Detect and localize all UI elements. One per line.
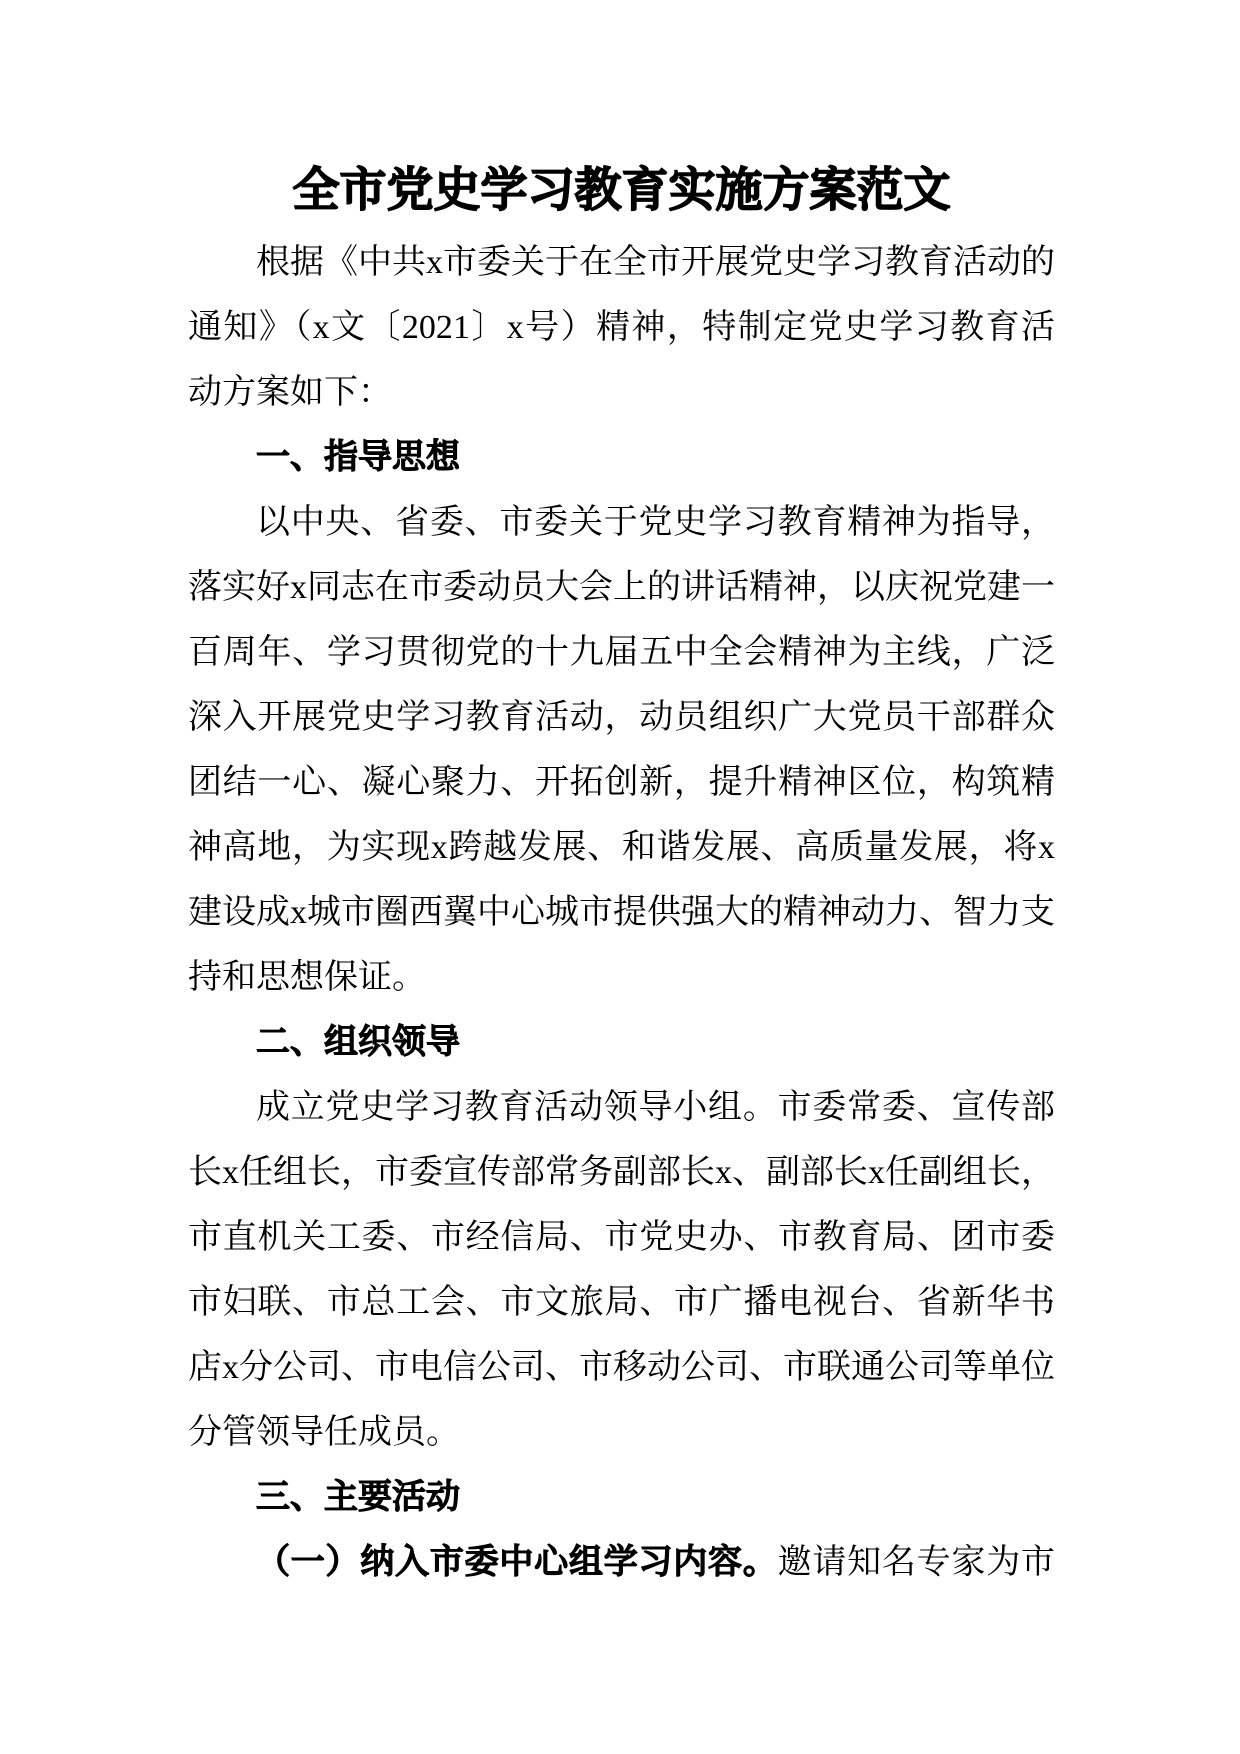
body-line: 分管领导任成员。 xyxy=(188,1414,460,1451)
body-line: 通知》（x文〔2021〕x号）精神，特制定党史学习教育活 xyxy=(188,309,1055,346)
body-line: 团结一心、凝心聚力、开拓创新，提升精神区位，构筑精 xyxy=(188,764,1055,801)
body-line: 落实好x同志在市委动员大会上的讲话精神，以庆祝党建一 xyxy=(188,569,1055,606)
body-line: 百周年、学习贯彻党的十九届五中全会精神为主线，广泛 xyxy=(188,634,1055,671)
body-line: 市妇联、市总工会、市文旅局、市广播电视台、省新华书 xyxy=(188,1284,1055,1321)
section-heading-1: 一、指导思想 xyxy=(256,438,460,476)
document-title: 全市党史学习教育实施方案范文 xyxy=(292,163,951,216)
subitem-lead-bold: （一）纳入市委中心组学习内容。 xyxy=(256,1543,778,1581)
body-line: 持和思想保证。 xyxy=(188,959,426,996)
subitem-text: 邀请知名专家为市 xyxy=(777,1544,1055,1581)
body-line: 根据《中共x市委关于在全市开展党史学习教育活动的 xyxy=(256,244,1055,281)
body-line: 深入开展党史学习教育活动，动员组织广大党员干部群众 xyxy=(188,699,1055,736)
body-line: 长x任组长，市委宣传部常务副部长x、副部长x任副组长， xyxy=(188,1154,1055,1191)
body-line: 市直机关工委、市经信局、市党史办、市教育局、团市委 xyxy=(188,1219,1055,1256)
body-line: 神高地，为实现x跨越发展、和谐发展、高质量发展，将x xyxy=(188,829,1055,866)
body-line: 建设成x城市圈西翼中心城市提供强大的精神动力、智力支 xyxy=(188,894,1055,931)
body-line: 成立党史学习教育活动领导小组。市委常委、宣传部 xyxy=(256,1089,1055,1126)
body-line: 动方案如下： xyxy=(188,374,392,411)
section-heading-3: 三、主要活动 xyxy=(256,1478,460,1516)
section-heading-2: 二、组织领导 xyxy=(256,1023,460,1061)
body-line xyxy=(188,1530,1055,1595)
body-line: 以中央、省委、市委关于党史学习教育精神为指导， xyxy=(256,504,1055,541)
body-line: 店x分公司、市电信公司、市移动公司、市联通公司等单位 xyxy=(188,1349,1055,1386)
